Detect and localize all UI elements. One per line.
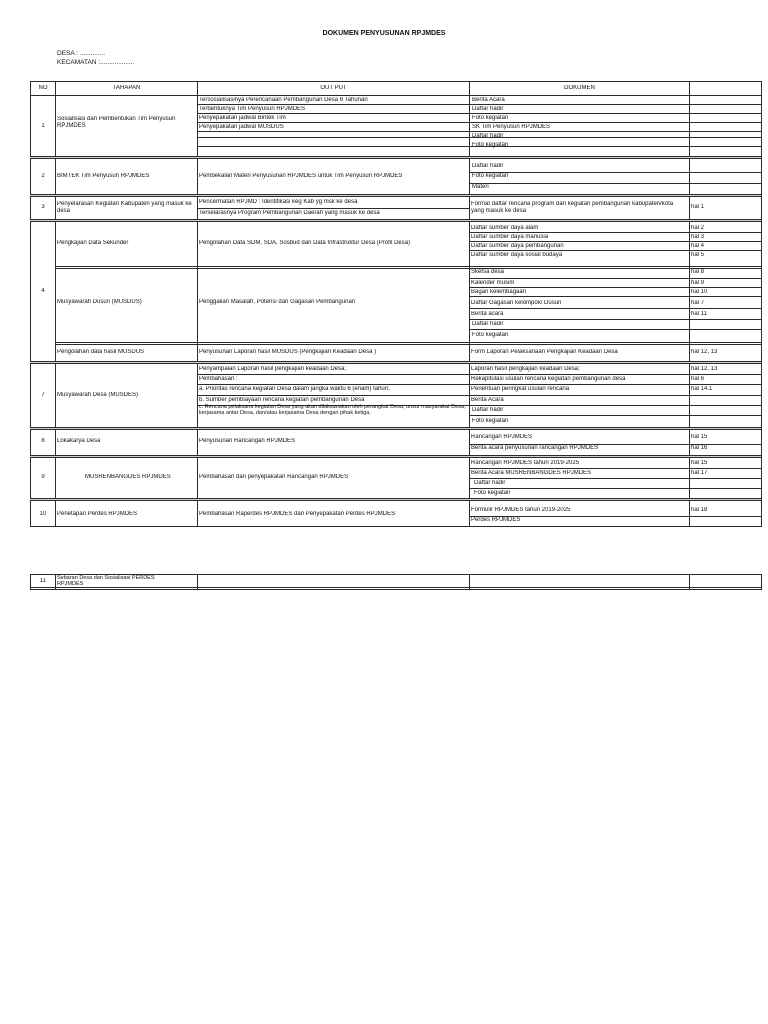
document-title: DOKUMEN PENYUSUNAN RPJMDES bbox=[322, 30, 446, 37]
dokumen-cell: Foto kegiatan bbox=[474, 490, 511, 496]
hal-cell: hal 12, 13 bbox=[691, 349, 718, 355]
dokumen-cell: Daftar sumber daya sosial budaya bbox=[471, 252, 563, 258]
dokumen-cell: Kalender musim bbox=[471, 280, 515, 286]
output-cell: Penggalian Masalah, Potensi dan Gagasan Pembangunan bbox=[199, 299, 356, 305]
hal-cell: hal 14.1 bbox=[691, 386, 713, 392]
tahapan-cell: BIMTEK Tim Penyusun RPJMDES bbox=[57, 173, 150, 179]
dokumen-cell: Daftar hadir bbox=[472, 321, 504, 327]
desa-field: DESA : .............. bbox=[57, 50, 106, 57]
dokumen-cell: Daftar hadir bbox=[474, 480, 506, 486]
dokumen-cell: Rancangan RPJMDES bbox=[471, 434, 533, 440]
tahapan-cell: Pengkajian Data Sekunder bbox=[57, 240, 129, 246]
tahapan-cell: Sosialisasi dan Pembentukan Tim Penyusun RPJMDES bbox=[57, 116, 176, 129]
dokumen-cell: Format daftar rencana program dan kegiatan pembangunan kabupaten/kota yang masuk ke desa bbox=[471, 201, 674, 214]
dokumen-cell: Foto kegiatan bbox=[472, 142, 509, 148]
dokumen-cell: Berita acara bbox=[471, 311, 504, 317]
hal-cell: hal 10 bbox=[691, 289, 708, 295]
hal-cell: hal 12, 13 bbox=[691, 366, 718, 372]
hal-cell: hal 16 bbox=[691, 445, 708, 451]
hal-cell: hal 18 bbox=[691, 507, 708, 513]
hal-cell: hal 2 bbox=[691, 225, 705, 231]
row-number: 9 bbox=[41, 474, 45, 480]
dokumen-cell: Formulir RPJMDES tahun 2019-2025 bbox=[471, 507, 571, 513]
output-cell: Pembekalan Materi Penyusunan RPJMDES untuk Tim Penyusun RPJMDES bbox=[199, 173, 403, 179]
row-number: 3 bbox=[41, 204, 45, 210]
hal-cell: hal 11 bbox=[691, 311, 707, 317]
row-number: 1 bbox=[41, 123, 45, 129]
output-cell: Penyepakatan jadwal Bintek Tim bbox=[199, 115, 286, 121]
row-number: 10 bbox=[39, 511, 47, 517]
tahapan-cell: Penetapan Perdes RPJMDES bbox=[57, 511, 138, 517]
dokumen-cell: Laporan hasil pengkajian keadaan Desa; bbox=[471, 366, 580, 372]
dokumen-cell: Bagan kelembagaan bbox=[471, 289, 527, 295]
dokumen-cell: Foto kegiatan bbox=[472, 173, 509, 179]
row-number: 4 bbox=[41, 288, 45, 294]
row-number: 2 bbox=[41, 173, 45, 179]
row-number: 11 bbox=[39, 578, 47, 584]
dokumen-cell: SK Tim Penyusun RPJMDES bbox=[472, 124, 551, 130]
tahapan-cell: Lokakarya Desa bbox=[57, 438, 101, 444]
dokumen-cell: Berita Acara bbox=[471, 397, 504, 403]
dokumen-cell: Daftar hadir bbox=[472, 133, 504, 139]
dokumen-cell: Daftar hadir bbox=[472, 407, 504, 413]
output-cell: Terbentuknya Tim Penyusun RPJMDES bbox=[199, 106, 306, 112]
dokumen-cell: Materi bbox=[472, 184, 489, 190]
dokumen-cell: Perdes RPJMDES bbox=[471, 517, 521, 523]
output-cell: Penyusunan Rancangan RPJMDES bbox=[199, 438, 296, 444]
hal-cell: hal 3 bbox=[691, 234, 705, 240]
output-cell: Pembahasan Raperdes RPJMDES dan Penyepakatan Perdes RPJMDES bbox=[199, 511, 396, 517]
header-dokumen: DOKUMEN bbox=[564, 85, 595, 91]
hal-cell: hal 1 bbox=[691, 204, 705, 210]
output-cell: c. Rencana pelaksana kegiatan Desa yang akan dilaksanakan oleh perangkat Desa, unsur masyarakat Desa, kerjasama antar Desa, dan/atau kerjasama Desa dengan pihak ketiga. bbox=[199, 404, 466, 416]
tahapan-cell: MUSRENBANGDES RPJMDES bbox=[85, 474, 171, 480]
hal-cell: hal 9 bbox=[691, 280, 705, 286]
dokumen-cell: Daftar hadir bbox=[472, 106, 504, 112]
hal-cell: hal 7 bbox=[691, 300, 705, 306]
hal-cell: hal 4 bbox=[691, 243, 705, 249]
output-cell: Tersosialisasinya Perencanaan Pembangunan Desa 6 Tahunan bbox=[199, 97, 368, 103]
header-output: OUT PUT bbox=[320, 85, 347, 91]
dokumen-cell: Berita Acara bbox=[472, 97, 505, 103]
hal-cell: hal 17 bbox=[691, 470, 708, 476]
hal-cell: hal 15 bbox=[691, 460, 708, 466]
dokumen-cell: Sketsa desa bbox=[471, 269, 505, 275]
dokumen-cell: Daftar sumber daya alam bbox=[471, 225, 539, 231]
tahapan-cell: Sebaran Desa dan Sosialisasi PERDES RPJMDES bbox=[57, 575, 155, 587]
dokumen-cell: Rekapitulasi usulan rencana kegiatan pembangunan desa bbox=[471, 376, 626, 382]
output-cell: Pembahasan dan penyepakatan Rancangan RPJMDES bbox=[199, 474, 349, 480]
dokumen-cell: Foto kegiatan bbox=[472, 332, 509, 338]
output-cell: Pengolahan Data SDM, SDA, Sosbud dan Data Infrastruktur Desa (Profil Desa) bbox=[199, 240, 411, 246]
dokumen-cell: Penentuan peringkat usulan rencana bbox=[471, 386, 570, 392]
output-cell: Penyampaian Laporan hasil pengkajian keadaan Desa; bbox=[199, 366, 347, 372]
dokumen-cell: Daftar sumber daya pembangunan bbox=[471, 243, 564, 249]
header-no: NO bbox=[38, 85, 48, 91]
dokumen-cell: Foto kegiatan bbox=[472, 418, 509, 424]
dokumen-cell: Daftar Gagasan kelompok/ Dusun bbox=[471, 300, 562, 306]
dokumen-cell: Rancangan RPJMDES tahun 2019-2025 bbox=[471, 460, 580, 466]
output-cell: Pembahasan : bbox=[199, 376, 238, 382]
dokumen-cell: Daftar hadir bbox=[472, 163, 504, 169]
dokumen-cell: Form Laporan Pelaksanaan Pengkajian Keadaan Desa bbox=[471, 349, 618, 355]
output-cell: a. Prioritas rencana kegiatan Desa dalam jangka waktu 6 (enam) tahun; bbox=[199, 386, 390, 392]
output-cell: Pencermatan RPJMD : Identifikasi keg Kab yg msk ke desa bbox=[199, 199, 358, 205]
tahapan-cell: Pengolahan data hasil MUSDUS bbox=[57, 349, 145, 355]
hal-cell: hal 6 bbox=[691, 376, 705, 382]
output-cell: Penyepakatan jadwal MUSDUS bbox=[199, 124, 284, 130]
dokumen-cell: Berita Acara MUSRENBANGDES RPJMDES bbox=[471, 470, 592, 476]
kecamatan-field: KECAMATAN :................... bbox=[57, 59, 135, 66]
hal-cell: hal 8 bbox=[691, 269, 705, 275]
output-cell: b. Sumber pembiayaan rencana kegiatan pembangunan Desa bbox=[199, 397, 365, 403]
hal-cell: hal 5 bbox=[691, 252, 705, 258]
dokumen-cell: Berita acara penyusunan rancangan RPJMDES bbox=[471, 445, 599, 451]
tahapan-cell: Musyawarah Desa (MUSDES) bbox=[57, 392, 139, 398]
hal-cell: hal 15 bbox=[691, 434, 708, 440]
output-cell: Penyusunan Laporan hasil MUSDUS (Pengkajian Keadaan Desa ) bbox=[199, 349, 377, 355]
dokumen-cell: Foto kegiatan bbox=[472, 115, 509, 121]
header-tahapan: TAHAPAN bbox=[112, 85, 141, 91]
row-number: 7 bbox=[41, 392, 45, 398]
dokumen-cell: Daftar sumber daya manusia bbox=[471, 234, 549, 240]
tahapan-cell: Penyelarasan Kegiatan Kabupaten yang masuk ke desa bbox=[57, 201, 192, 214]
row-number: 8 bbox=[41, 438, 45, 444]
tahapan-cell: Musyawarah Dusun (MUSDUS) bbox=[57, 299, 142, 305]
output-cell: Terselarasnya Program Pembangunan Daerah yang masuk ke desa bbox=[199, 210, 380, 216]
